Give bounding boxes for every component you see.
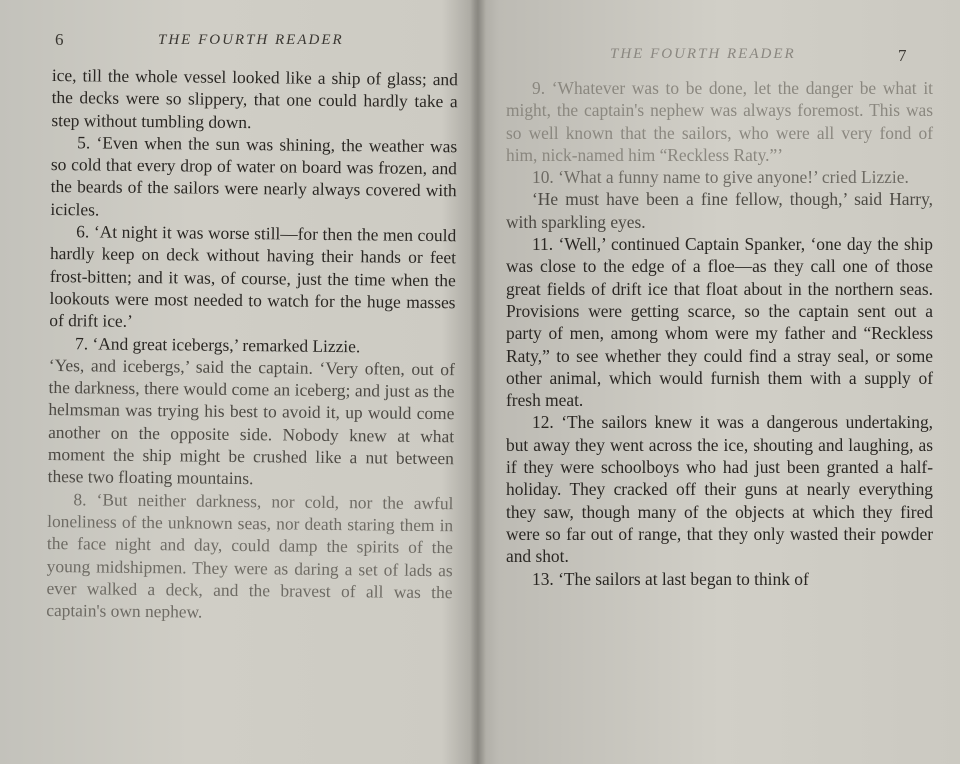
paragraph: 13. ‘The sailors at last began to think of xyxy=(532,568,809,589)
left-page xyxy=(0,0,474,764)
right-page xyxy=(482,0,960,764)
paragraph: 9. ‘Whatever was to be done, let the danger be what it might, the captain's nephew was always foremost. This was so well known that the sailors, who were all very fond of him, nick-named him “Reckless Raty.”’ xyxy=(506,78,933,165)
paragraph: 10. ‘What a funny name to give anyone!’ cried Lizzie. xyxy=(532,167,909,188)
paragraph: 11. ‘Well,’ continued Captain Spanker, ‘one day the ship was close to the edge of a floe—as they call one of those great fields of drift ice that float about in the northern seas. Provisions were getting scarce, so the captain sent out a party of men, among whom were my father and “Reckless Raty,” to see whether they could find a stray seal, or some other animal, which would furnish them with a supply of fresh meat. xyxy=(506,234,933,411)
page-number: 7 xyxy=(898,46,907,65)
running-head: THE FOURTH READER xyxy=(158,32,344,48)
running-head: THE FOURTH READER xyxy=(610,46,796,62)
paragraph: ice, till the whole vessel looked like a ship of glass; and the decks were so slippery, that one could hardly take a step without tumbling down. xyxy=(51,64,458,132)
paragraph: 12. ‘The sailors knew it was a dangerous undertaking, but away they went across the ice, shouting and laughing, as if they were schoolboys who had just been granted a half-holiday. They cracked off their guns at nearly everything they saw, though many of the objects at which they fired were so far out of range, that they only wasted their powder and shot. xyxy=(506,412,933,567)
paragraph: ‘He must have been a fine fellow, though,’ said Harry, with sparkling eyes. xyxy=(506,189,933,232)
page-body xyxy=(506,77,933,590)
page-body xyxy=(46,64,458,626)
page-number: 6 xyxy=(55,30,64,49)
paragraph: 7. ‘And great icebergs,’ remarked Lizzie. xyxy=(74,332,361,356)
paragraph: 6. ‘At night it was worse still—for then the men could hardly keep on deck without having their hands or feet frost-bitten; and it was, of course, just the time when the lookouts were most needed to watch for the huge masses of drift ice.’ xyxy=(49,221,457,332)
paragraph: ‘Yes, and icebergs,’ said the captain. ‘Very often, out of the darkness, there would come an iceberg; and just as the helmsman was trying his best to avoid it, up would come another on the opposite side. Nobody knew at what moment the ship might be crushed like a nut between these two floating mountains. xyxy=(47,354,455,489)
paragraph: 5. ‘Even when the sun was shining, the weather was so cold that every drop of water on board was frozen, and the beards of the sailors were nearly always covered with icicles. xyxy=(50,132,458,220)
paragraph: 8. ‘But neither darkness, nor cold, nor the awful loneliness of the unknown seas, nor death staring them in the face night and day, could damp the spirits of the young midshipmen. They were as daring a set of lads as ever walked a deck, and the bravest of all was the captain's own nephew. xyxy=(46,488,454,622)
